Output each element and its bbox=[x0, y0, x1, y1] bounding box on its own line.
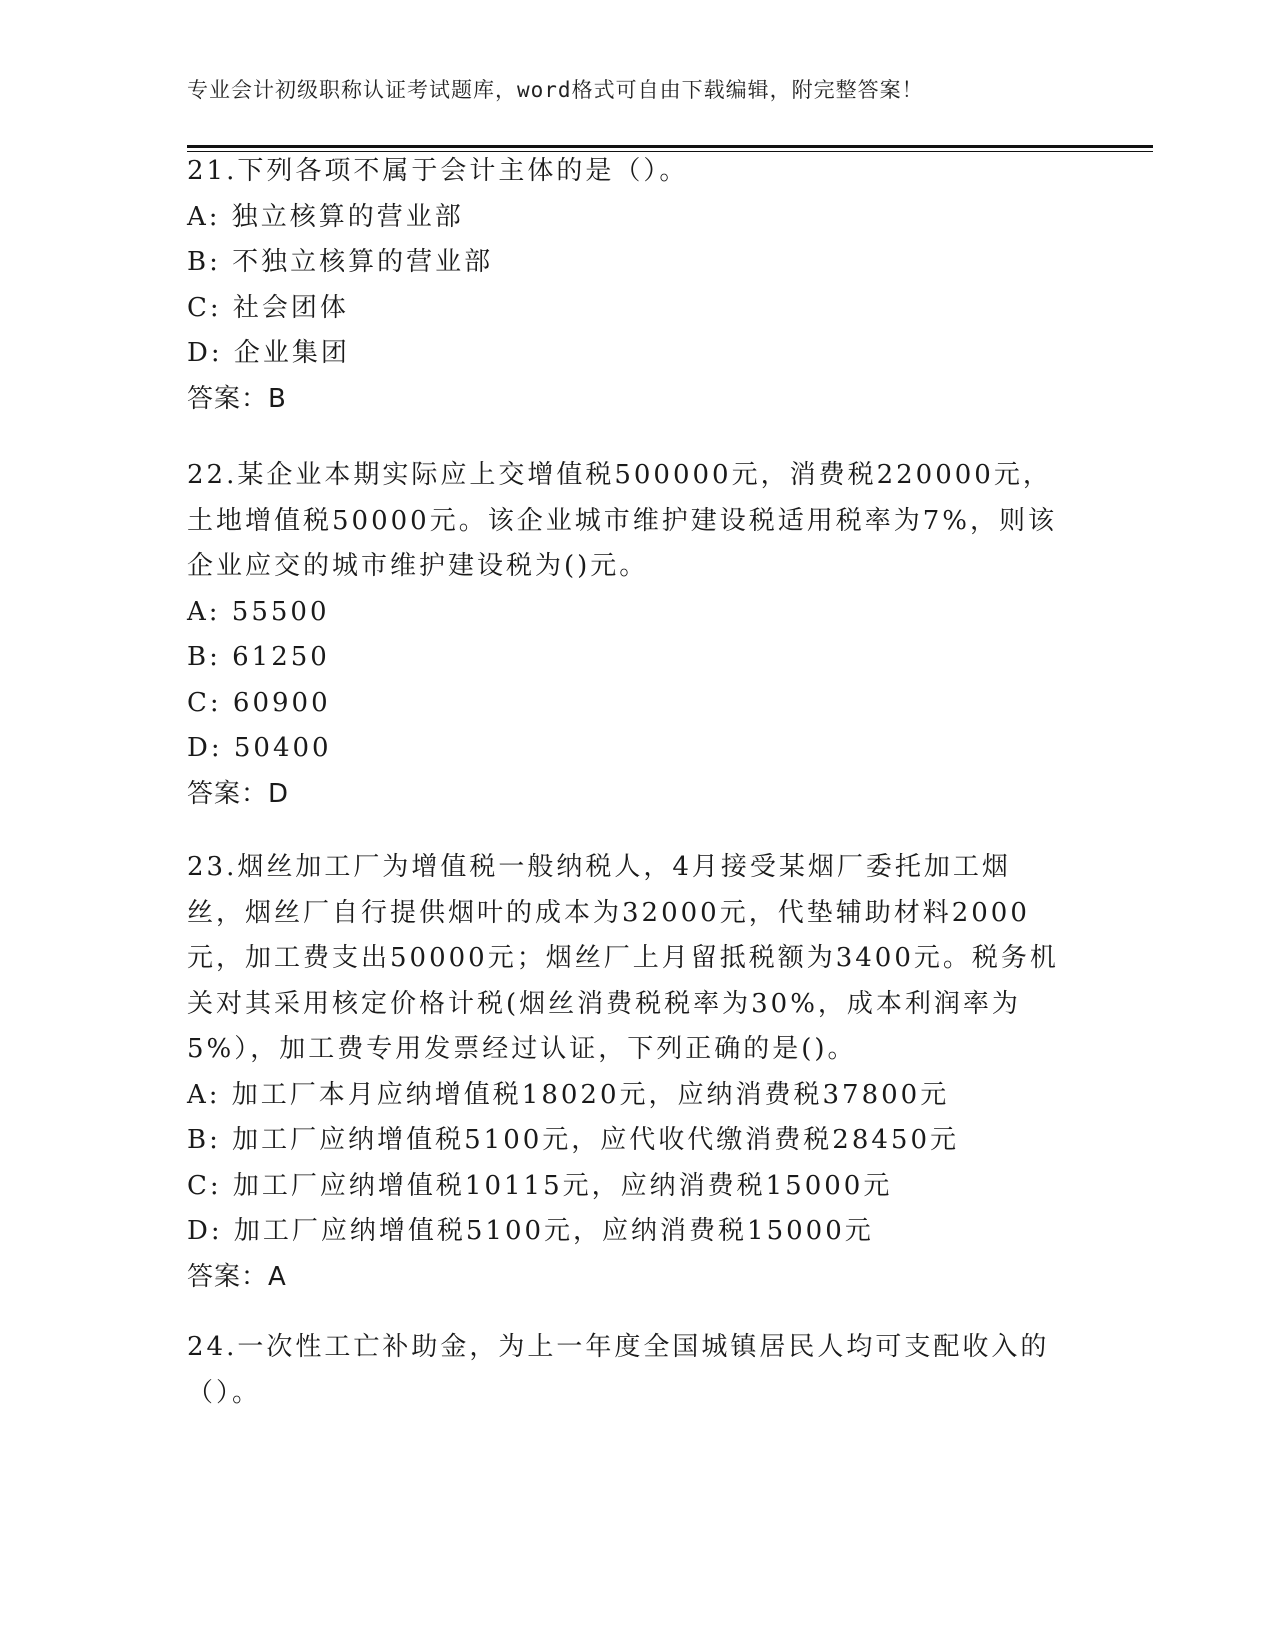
answer: 答案：B bbox=[187, 383, 287, 414]
answer: 答案：D bbox=[187, 778, 290, 809]
option-a: A: 独立核算的营业部 bbox=[187, 201, 464, 232]
question-21 bbox=[187, 149, 1087, 422]
option-c: C: 60900 bbox=[187, 687, 331, 718]
question-22 bbox=[187, 453, 1067, 817]
option-d: D: 企业集团 bbox=[187, 338, 350, 368]
answer: 答案：A bbox=[187, 1261, 287, 1292]
question-stem: 24.一次性工亡补助金，为上一年度全国城镇居民人均可支配收入的（）。 bbox=[187, 1332, 1050, 1408]
header-rule-thick bbox=[187, 145, 1153, 148]
option-c: C: 社会团体 bbox=[187, 292, 349, 323]
option-a: A: 加工厂本月应纳增值税18020元，应纳消费税37800元 bbox=[187, 1079, 950, 1110]
option-a: A: 55500 bbox=[187, 596, 330, 627]
page-header: 专业会计初级职称认证考试题库，word格式可自由下载编辑，附完整答案！ bbox=[187, 78, 924, 102]
option-b: B: 加工厂应纳增值税5100元，应代收代缴消费税28450元 bbox=[187, 1125, 960, 1155]
option-b: B: 不独立核算的营业部 bbox=[187, 247, 494, 277]
question-stem: 23.烟丝加工厂为增值税一般纳税人，4月接受某烟厂委托加工烟丝，烟丝厂自行提供烟叶的成本为32000元，代垫辅助材料2000元，加工费支出50000元；烟丝厂上月留抵税额为3400元。税务机关对其采用核定价格计税(烟丝消费税税率为30%，成本利润率为5%），加工费专用发票经过认证，下列正确的是()。 bbox=[187, 852, 1059, 1064]
option-c: C: 加工厂应纳增值税10115元，应纳消费税15000元 bbox=[187, 1170, 893, 1201]
question-23 bbox=[187, 845, 1067, 1300]
option-d: D: 加工厂应纳增值税5100元，应纳消费税15000元 bbox=[187, 1216, 874, 1246]
question-stem: 21.下列各项不属于会计主体的是（）。 bbox=[187, 156, 689, 186]
option-d: D: 50400 bbox=[187, 733, 332, 763]
option-b: B: 61250 bbox=[187, 642, 330, 672]
question-24 bbox=[187, 1325, 1067, 1416]
question-stem: 22.某企业本期实际应上交增值税500000元，消费税220000元，土地增值税50000元。该企业城市维护建设税适用税率为7%，则该企业应交的城市维护建设税为()元。 bbox=[187, 460, 1057, 581]
